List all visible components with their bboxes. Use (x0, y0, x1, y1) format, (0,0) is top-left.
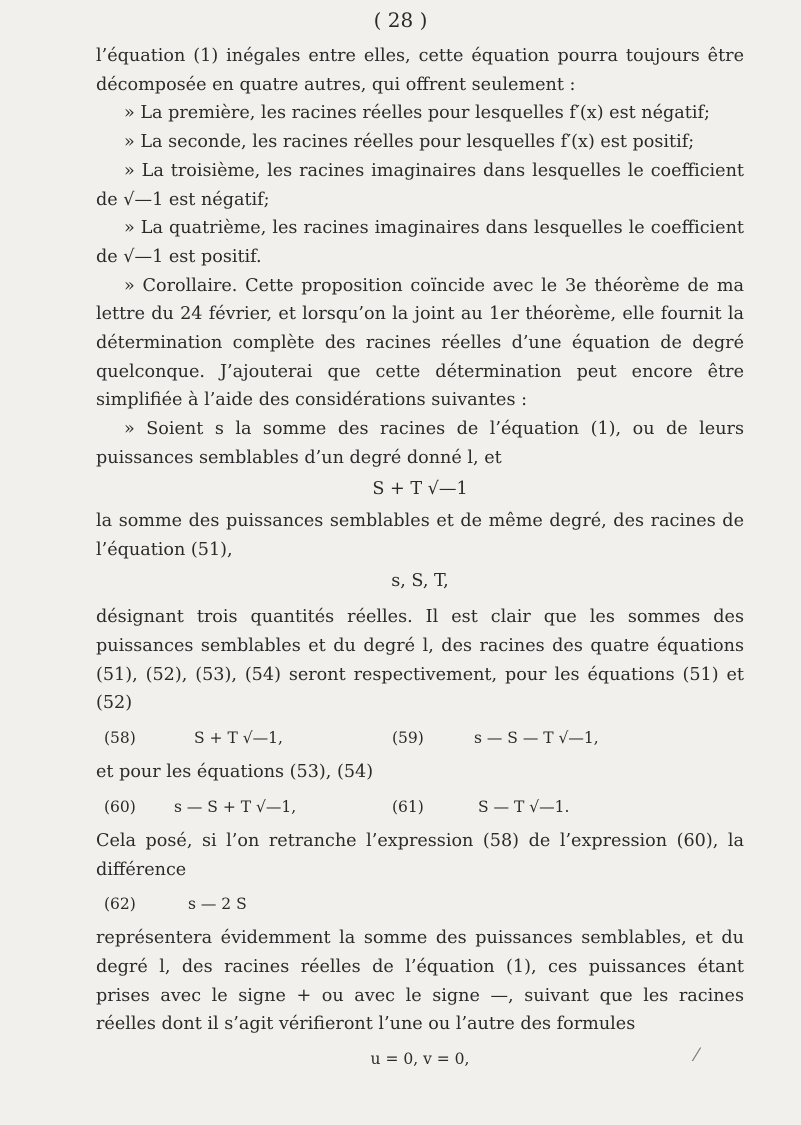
eq60: s — S + T √—1, (174, 797, 297, 816)
paragraph-third: » La troisième, les racines imaginaires dans lesquelles le coefficient de √—1 est négatif; (96, 160, 744, 210)
page-number: ( 28 ) (373, 8, 428, 32)
body-text (96, 42, 744, 1074)
paragraph-et-pour: et pour les équations (53), (54) (96, 762, 374, 783)
corner-mark: ⁄ (695, 1045, 699, 1066)
paragraph-somme: la somme des puissances semblables et de même degré, des racines de l’équation (51), (96, 511, 744, 560)
paragraph-fourth: » La quatrième, les racines imaginaires dans lesquelles le coefficient de √—1 est positif. (96, 218, 744, 267)
paragraph-second: » La seconde, les racines réelles pour lesquelles f′(x) est positif; (124, 132, 695, 153)
paragraph-cela-pose: Cela posé, si l’on retranche l’expression (58) de l’expression (60), la différence (96, 830, 744, 880)
paragraph-soient: » Soient s la somme des racines de l’équation (1), ou de leurs puissances semblables d’un degré donné l, et (96, 419, 744, 468)
formula-final: u = 0, v = 0, (370, 1050, 470, 1069)
formula-vars: s, S, T, (391, 570, 449, 591)
eq61-label: (61) (392, 797, 424, 816)
equation-row-62 (96, 884, 744, 924)
eq62: s — 2 S (188, 895, 247, 914)
formula-sum: S + T √—1 (372, 478, 468, 499)
eq58: S + T √—1, (194, 729, 283, 748)
eq59: s — S — T √—1, (474, 729, 599, 748)
paragraph-representera: représentera évidemment la somme des puissances semblables, et du degré l, des racines réelles de l’équation (1), ces puissances étant prises avec le signe + ou avec le signe —, suivant que les racines réelles dont il s’agit vérifieront l’une ou l’autre des formules (96, 928, 744, 1035)
eq62-label: (62) (104, 895, 136, 914)
paragraph-intro: l’équation (1) inégales entre elles, cette équation pourra toujours être décomposée en quatre autres, qui offrent seulement : (96, 46, 744, 95)
equation-row-60-61 (96, 787, 744, 827)
eq61: S — T √—1. (478, 797, 570, 816)
paragraph-first: » La première, les racines réelles pour lesquelles f′(x) est négatif; (124, 103, 710, 124)
equation-row-58-59 (96, 718, 744, 758)
paragraph-designant: désignant trois quantités réelles. Il est clair que les sommes des puissances semblables et du degré l, des racines des quatre équations (51), (52), (53), (54) seront respectivement, pour les équations (51) et (52) (96, 607, 744, 714)
eq60-label: (60) (104, 797, 136, 816)
eq58-label: (58) (104, 729, 136, 748)
eq59-label: (59) (392, 729, 424, 748)
paragraph-corollary: » Corollaire. Cette proposition coïncide avec le 3e théorème de ma lettre du 24 février, et lorsqu’on la joint au 1er théorème, elle fournit la détermination complète des racines réelles d’une équation de degré quelconque. J’ajouterai que cette détermination peut encore être simplifiée à l’aide des considérations suivantes : (96, 275, 744, 411)
